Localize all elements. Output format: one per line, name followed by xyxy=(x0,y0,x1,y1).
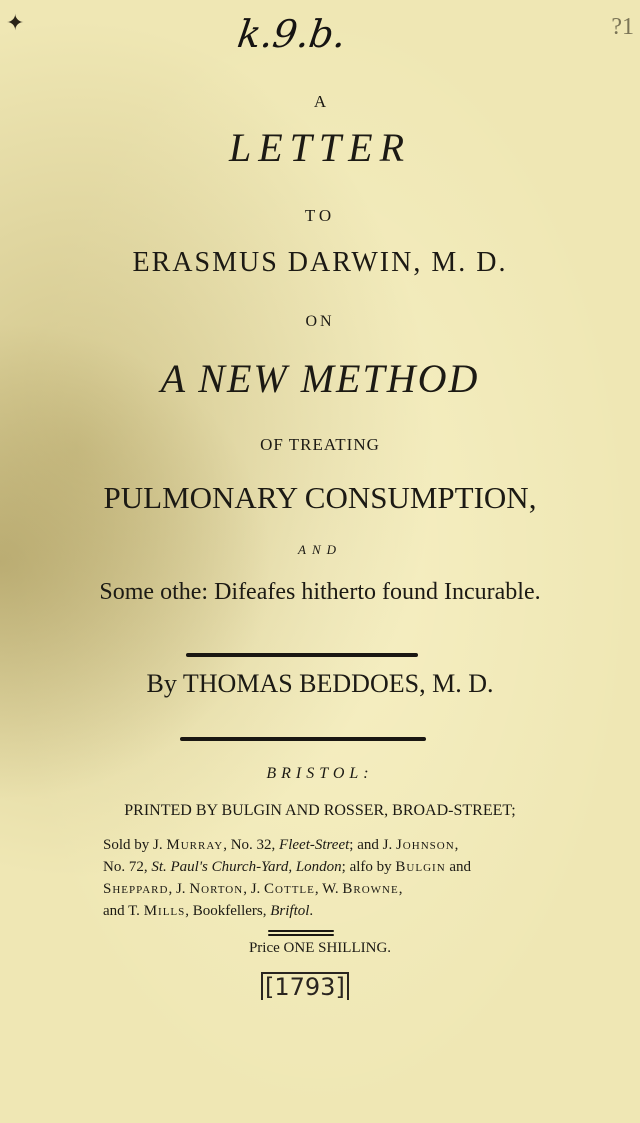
title-letter: LETTER xyxy=(228,125,412,170)
recipient-name: ERASMUS DARWIN, M. D. xyxy=(132,247,508,278)
imprint-place: BRISTOL: xyxy=(266,765,374,782)
divider-rule xyxy=(268,934,334,936)
title-article: A xyxy=(313,92,327,111)
library-stamp-icon: ✦ xyxy=(6,10,25,35)
imprint-line: No. 72, St. Paul's Church-Yard, London; alfo by Bulgin and xyxy=(103,859,472,875)
price-line: Price ONE SHILLING. xyxy=(248,940,392,956)
divider-rule xyxy=(180,737,426,741)
title-on: ON xyxy=(305,313,335,330)
divider-rule xyxy=(186,653,418,657)
title-other-diseases: Some othe: Difeafes hitherto found Incurable. xyxy=(99,579,541,605)
title-disease: PULMONARY CONSUMPTION, xyxy=(103,480,537,515)
divider-rule xyxy=(268,930,334,932)
author-line: By THOMAS BEDDOES, M. D. xyxy=(146,669,494,698)
shelfmark: k.9.b. xyxy=(234,12,349,56)
handwritten-year: [1793] xyxy=(261,972,349,1000)
imprint-line: Sold by J. Murray, No. 32, Fleet-Street; and J. Johnson, xyxy=(103,837,459,853)
title-to: TO xyxy=(304,206,336,225)
imprint-line: Sheppard, J. Norton, J. Cottle, W. Browne, xyxy=(103,881,403,897)
imprint-line: and T. Mills, Bookfellers, Briftol. xyxy=(103,903,314,919)
corner-mark: ?1 xyxy=(611,14,634,40)
title-and: AND xyxy=(298,542,342,557)
imprint-sellers xyxy=(103,834,529,922)
imprint-printer: PRINTED BY BULGIN AND ROSSER, BROAD-STREET; xyxy=(124,802,516,819)
title-of-treating: OF TREATING xyxy=(260,435,380,454)
title-method: A NEW METHOD xyxy=(160,356,480,401)
